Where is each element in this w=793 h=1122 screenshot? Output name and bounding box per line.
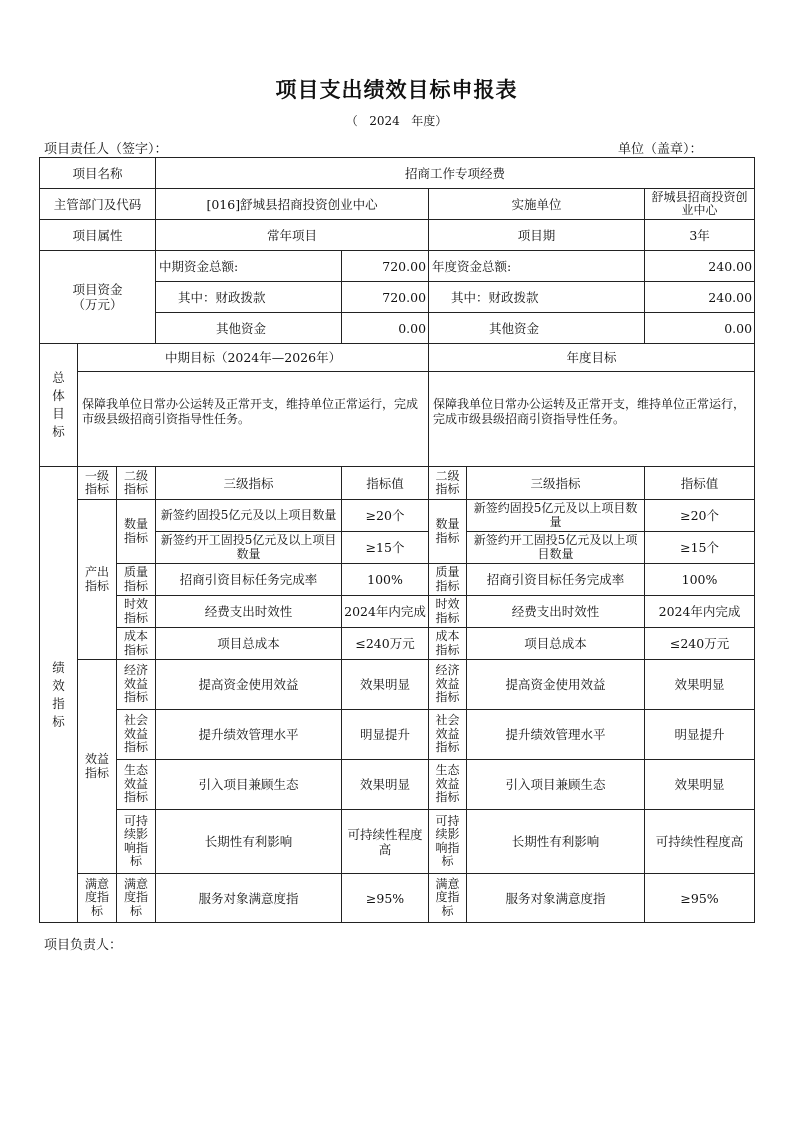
social-value: 明显提升	[342, 710, 429, 760]
row-cost	[40, 628, 755, 660]
row-ecological	[40, 760, 755, 810]
eco-name: 引入项目兼顾生态	[156, 760, 342, 810]
social-label-year: 社会效益指标	[429, 710, 467, 760]
attr-label: 项目属性	[40, 220, 156, 251]
eco-label-year: 生态效益指标	[429, 760, 467, 810]
mid-goal-header: 中期目标（2024年—2026年）	[78, 344, 429, 372]
econ-value: 效果明显	[342, 660, 429, 710]
qty1-value-year: ≥20个	[645, 500, 755, 532]
year-total-value: 240.00	[645, 251, 755, 282]
time-name-year: 经费支出时效性	[467, 596, 645, 628]
qty-label: 数量指标	[117, 500, 156, 564]
econ-name: 提高资金使用效益	[156, 660, 342, 710]
cost-value-year: ≤240万元	[645, 628, 755, 660]
econ-name-year: 提高资金使用效益	[467, 660, 645, 710]
attr-value: 常年项目	[156, 220, 429, 251]
econ-label: 经济效益指标	[117, 660, 156, 710]
satis-value: ≥95%	[342, 874, 429, 923]
year-line	[0, 112, 793, 129]
eco-label: 生态效益指标	[117, 760, 156, 810]
period-value: 3年	[645, 220, 755, 251]
qty1-name: 新签约固投5亿元及以上项目数量	[156, 500, 342, 532]
row-attribute	[40, 220, 755, 251]
sustain-label-year: 可持续影响指标	[429, 810, 467, 874]
quality-name-year: 招商引资目标任务完成率	[467, 564, 645, 596]
time-label: 时效指标	[117, 596, 156, 628]
qty1-name-year: 新签约固投5亿元及以上项目数量	[467, 500, 645, 532]
project-name-label: 项目名称	[40, 158, 156, 189]
quality-label-year: 质量指标	[429, 564, 467, 596]
year-goal-text: 保障我单位日常办公运转及正常开支，维持单位正常运行，完成市级县级招商引资指导性任务。	[429, 372, 755, 467]
qty1-value: ≥20个	[342, 500, 429, 532]
time-value-year: 2024年内完成	[645, 596, 755, 628]
row-indicator-header	[40, 467, 755, 500]
mid-fiscal-value: 720.00	[342, 282, 429, 313]
dept-value: [016]舒城县招商投资创业中心	[156, 189, 429, 220]
econ-label-year: 经济效益指标	[429, 660, 467, 710]
year-total-label: 年度资金总额:	[429, 251, 645, 282]
quality-value-year: 100%	[645, 564, 755, 596]
eco-value: 效果明显	[342, 760, 429, 810]
header-level2: 二级指标	[117, 467, 156, 500]
qty2-name: 新签约开工固投5亿元及以上项目数量	[156, 532, 342, 564]
time-label-year: 时效指标	[429, 596, 467, 628]
project-leader-label: 项目负责人：	[44, 938, 123, 953]
satis-name: 服务对象满意度指	[156, 874, 342, 923]
row-department	[40, 189, 755, 220]
header-level1: 一级指标	[78, 467, 117, 500]
social-value-year: 明显提升	[645, 710, 755, 760]
social-label: 社会效益指标	[117, 710, 156, 760]
responsible-label: 项目责任人（签字）：	[44, 142, 168, 157]
satis-label: 满意度指标	[117, 874, 156, 923]
impl-unit-value: 舒城县招商投资创业中心	[645, 189, 755, 220]
sustain-label: 可持续影响指标	[117, 810, 156, 874]
year-goal-header: 年度目标	[429, 344, 755, 372]
year-line-text: （ 2024 年度）	[345, 114, 448, 128]
row-economic	[40, 660, 755, 710]
page-title: 项目支出绩效目标申报表	[275, 78, 518, 102]
header-value: 指标值	[342, 467, 429, 500]
funds-label-text: 项目资金（万元）	[72, 282, 123, 312]
time-value: 2024年内完成	[342, 596, 429, 628]
output-indicator-label: 产出指标	[78, 500, 117, 660]
performance-indicator-label	[40, 467, 78, 923]
satis-label-year: 满意度指标	[429, 874, 467, 923]
eco-value-year: 效果明显	[645, 760, 755, 810]
cost-name: 项目总成本	[156, 628, 342, 660]
performance-target-table	[39, 157, 755, 923]
performance-indicator-label-text: 绩效指标	[52, 659, 65, 729]
qty-label-year: 数量指标	[429, 500, 467, 564]
mid-goal-text: 保障我单位日常办公运转及正常开支，维持单位正常运行，完成市级县级招商引资指导性任务。	[78, 372, 429, 467]
qty2-name-year: 新签约开工固投5亿元及以上项目数量	[467, 532, 645, 564]
row-goals-text	[40, 372, 755, 467]
overall-goal-label	[40, 344, 78, 467]
dept-label: 主管部门及代码	[40, 189, 156, 220]
row-funds-total	[40, 251, 755, 282]
row-social	[40, 710, 755, 760]
header-level3: 三级指标	[156, 467, 342, 500]
header-level2-year: 二级指标	[429, 467, 467, 500]
header-value-year: 指标值	[645, 467, 755, 500]
quality-label: 质量指标	[117, 564, 156, 596]
eco-name-year: 引入项目兼顾生态	[467, 760, 645, 810]
time-name: 经费支出时效性	[156, 596, 342, 628]
cost-name-year: 项目总成本	[467, 628, 645, 660]
cost-value: ≤240万元	[342, 628, 429, 660]
row-qty1	[40, 500, 755, 532]
cost-label-year: 成本指标	[429, 628, 467, 660]
year-fiscal-value: 240.00	[645, 282, 755, 313]
cost-label: 成本指标	[117, 628, 156, 660]
satis-value-year: ≥95%	[645, 874, 755, 923]
year-fiscal-label: 其中：财政拨款	[429, 282, 645, 313]
qty2-value-year: ≥15个	[645, 532, 755, 564]
funds-label	[40, 251, 156, 344]
sustain-value-year: 可持续性程度高	[645, 810, 755, 874]
year-other-label: 其他资金	[429, 313, 645, 344]
row-timeliness	[40, 596, 755, 628]
year-other-value: 0.00	[645, 313, 755, 344]
mid-other-value: 0.00	[342, 313, 429, 344]
sustain-name: 长期性有利影响	[156, 810, 342, 874]
qty2-value: ≥15个	[342, 532, 429, 564]
overall-goal-label-text: 总体目标	[52, 370, 65, 439]
header-level3-year: 三级指标	[467, 467, 645, 500]
quality-value: 100%	[342, 564, 429, 596]
impl-unit-label: 实施单位	[429, 189, 645, 220]
unit-seal-label: 单位（盖章）：	[618, 142, 703, 157]
sustain-value: 可持续性程度高	[342, 810, 429, 874]
quality-name: 招商引资目标任务完成率	[156, 564, 342, 596]
social-name: 提升绩效管理水平	[156, 710, 342, 760]
social-name-year: 提升绩效管理水平	[467, 710, 645, 760]
mid-other-label: 其他资金	[156, 313, 342, 344]
satisfaction-indicator-label: 满意度指标	[78, 874, 117, 923]
row-goals-header	[40, 344, 755, 372]
mid-fiscal-label: 其中：财政拨款	[156, 282, 342, 313]
mid-total-label: 中期资金总额:	[156, 251, 342, 282]
row-project-name	[40, 158, 755, 189]
row-sustainability	[40, 810, 755, 874]
benefit-indicator-label: 效益指标	[78, 660, 117, 874]
econ-value-year: 效果明显	[645, 660, 755, 710]
mid-total-value: 720.00	[342, 251, 429, 282]
period-label: 项目期	[429, 220, 645, 251]
satis-name-year: 服务对象满意度指	[467, 874, 645, 923]
row-satisfaction	[40, 874, 755, 923]
project-name-value: 招商工作专项经费	[156, 158, 755, 189]
sustain-name-year: 长期性有利影响	[467, 810, 645, 874]
row-quality	[40, 564, 755, 596]
